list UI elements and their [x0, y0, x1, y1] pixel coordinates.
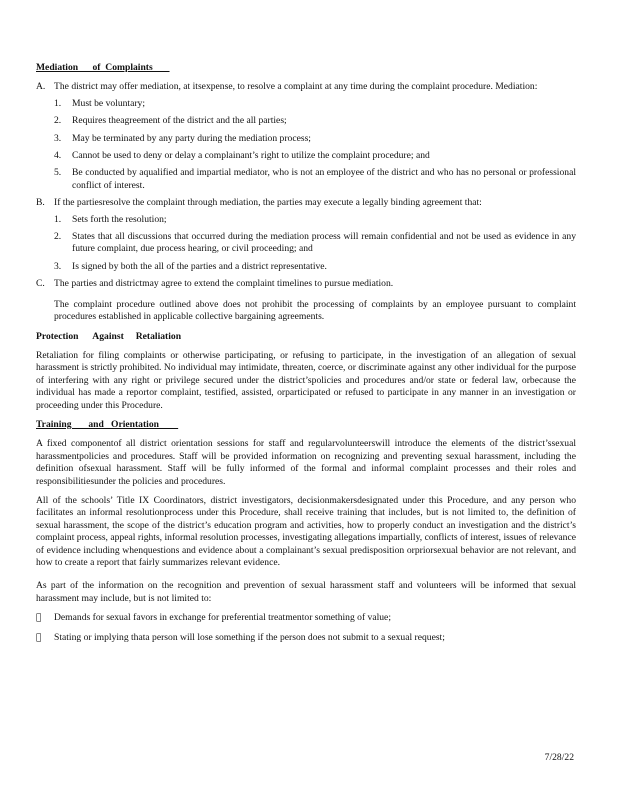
- list-text: Sets forth the resolution;: [72, 213, 167, 225]
- list-number: 3.: [54, 132, 62, 144]
- list-label-a: A.: [36, 81, 46, 93]
- list-item-a: [36, 81, 576, 93]
- list-item-c: [36, 278, 576, 290]
- list-label-c: C.: [36, 278, 45, 290]
- mediation-heading: Mediation of Complaints: [36, 62, 170, 73]
- list-item: [54, 133, 576, 145]
- list-item: [36, 612, 576, 624]
- list-text: Must be voluntary;: [72, 97, 146, 109]
- collective-bargaining-paragraph: The complaint procedure outlined above does not prohibit the processing of complaints by an employee pursuant to complaint procedures established in applicable collective bargaining agreements.: [54, 298, 576, 323]
- list-number: 1.: [54, 97, 62, 109]
- list-number: 1.: [54, 213, 62, 225]
- list-item: [54, 115, 576, 127]
- bullet-icon: [36, 632, 41, 644]
- list-text: Demands for sexual favors in exchange for preferential treatmentor something of value;: [54, 612, 391, 624]
- list-number: 2.: [54, 115, 62, 127]
- document-page: [36, 62, 576, 651]
- list-text: Stating or implying thata person will lose something if the person does not submit to a sexual request;: [54, 631, 445, 643]
- footer-date: 7/28/22: [544, 752, 574, 763]
- training-heading: Training and Orientation: [36, 418, 179, 430]
- list-item: [54, 150, 576, 162]
- list-text: Is signed by both the all of the parties and a district representative.: [72, 260, 327, 272]
- mediation-requirements-list: [54, 98, 576, 192]
- bullet-icon: [36, 612, 41, 624]
- retaliation-heading: Protection Against Retaliation: [36, 330, 182, 342]
- list-text: May be terminated by any party during the mediation process;: [72, 132, 311, 144]
- list-text: Requires theagreement of the district and the all parties;: [72, 115, 287, 127]
- training-paragraph-1: A fixed componentof all district orientation sessions for staff and regularvolunteerswill introduce the elements of the district’ssexual harassmentpolicies and procedures. Staff will be provided information on recognizing and preventing sexual harassment, including the definition ofsexual harassment. Staff will be fully informed of the formal and informal complaint processes and their roles and responsibilitiesunder the policies and procedures.: [36, 438, 576, 487]
- mediation-agreement-list: [54, 214, 576, 274]
- list-text-b: If the partiesresolve the complaint through mediation, the parties may execute a legally binding agreement that:: [54, 197, 482, 209]
- list-item: [54, 261, 576, 273]
- training-paragraph-3: As part of the information on the recognition and prevention of sexual harassment staff and volunteers will be informed that sexual harassment may include, but is not limited to:: [36, 580, 576, 604]
- list-text-c: The parties and districtmay agree to extend the complaint timelines to pursue mediation.: [54, 278, 394, 290]
- list-label-b: B.: [36, 197, 45, 209]
- list-text: Cannot be used to deny or delay a complainant’s right to utilize the complaint procedure; and: [72, 150, 430, 162]
- list-item: [54, 98, 576, 110]
- list-item: [54, 214, 576, 226]
- list-item-b: [36, 197, 576, 209]
- list-text: Be conducted by aqualified and impartial mediator, who is not an employee of the district and who has no personal or professional conflict of interest.: [72, 167, 576, 191]
- list-item: [54, 231, 576, 256]
- list-number: 5.: [54, 167, 62, 179]
- list-number: 4.: [54, 150, 62, 162]
- retaliation-paragraph: Retaliation for filing complaints or otherwise participating, or refusing to participate, in the investigation of an allegation of sexual harassment is strictly prohibited. No individual may intimidate, threaten, coerce, or discriminate against any other individual for the purpose of interfering with any right or privilege secured under the district’spolicies and procedures and/or state or federal law, orbecause the individual has made a reportor complaint, testified, assisted, orparticipated or refused to participate in any manner in an investigation or proceeding under this Procedure.: [36, 349, 576, 411]
- list-text: States that all discussions that occurred during the mediation process will remain confidential and not be used as evidence in any future complaint, due process hearing, or civil proceeding; and: [72, 231, 576, 255]
- list-item: [36, 632, 576, 644]
- list-number: 2.: [54, 231, 62, 243]
- list-number: 3.: [54, 260, 62, 272]
- training-paragraph-2: All of the schools’ Title IX Coordinators, district investigators, decisionmakersdesignated under this Procedure, and any person who facilitates an informal resolutionprocess under this Procedure, shall receive training that includes, but is not limited to, the definition of sexual harassment, the scope of the district’s education program and activities, how to properly conduct an investigation and the district’s complaint process, appeal rights, informal resolution processes, investigating allegations impartially, conflicts of interest, issues of relevance of evidence including whenquestions and evidence about a complainant’s sexual predisposition orpriorsexual behavior are not relevant, and how to create a report that fairly summarizes relevant evidence.: [36, 494, 576, 568]
- list-text-a: The district may offer mediation, at itsexpense, to resolve a complaint at any time during the complaint procedure. Mediation:: [54, 81, 538, 93]
- list-item: [54, 167, 576, 192]
